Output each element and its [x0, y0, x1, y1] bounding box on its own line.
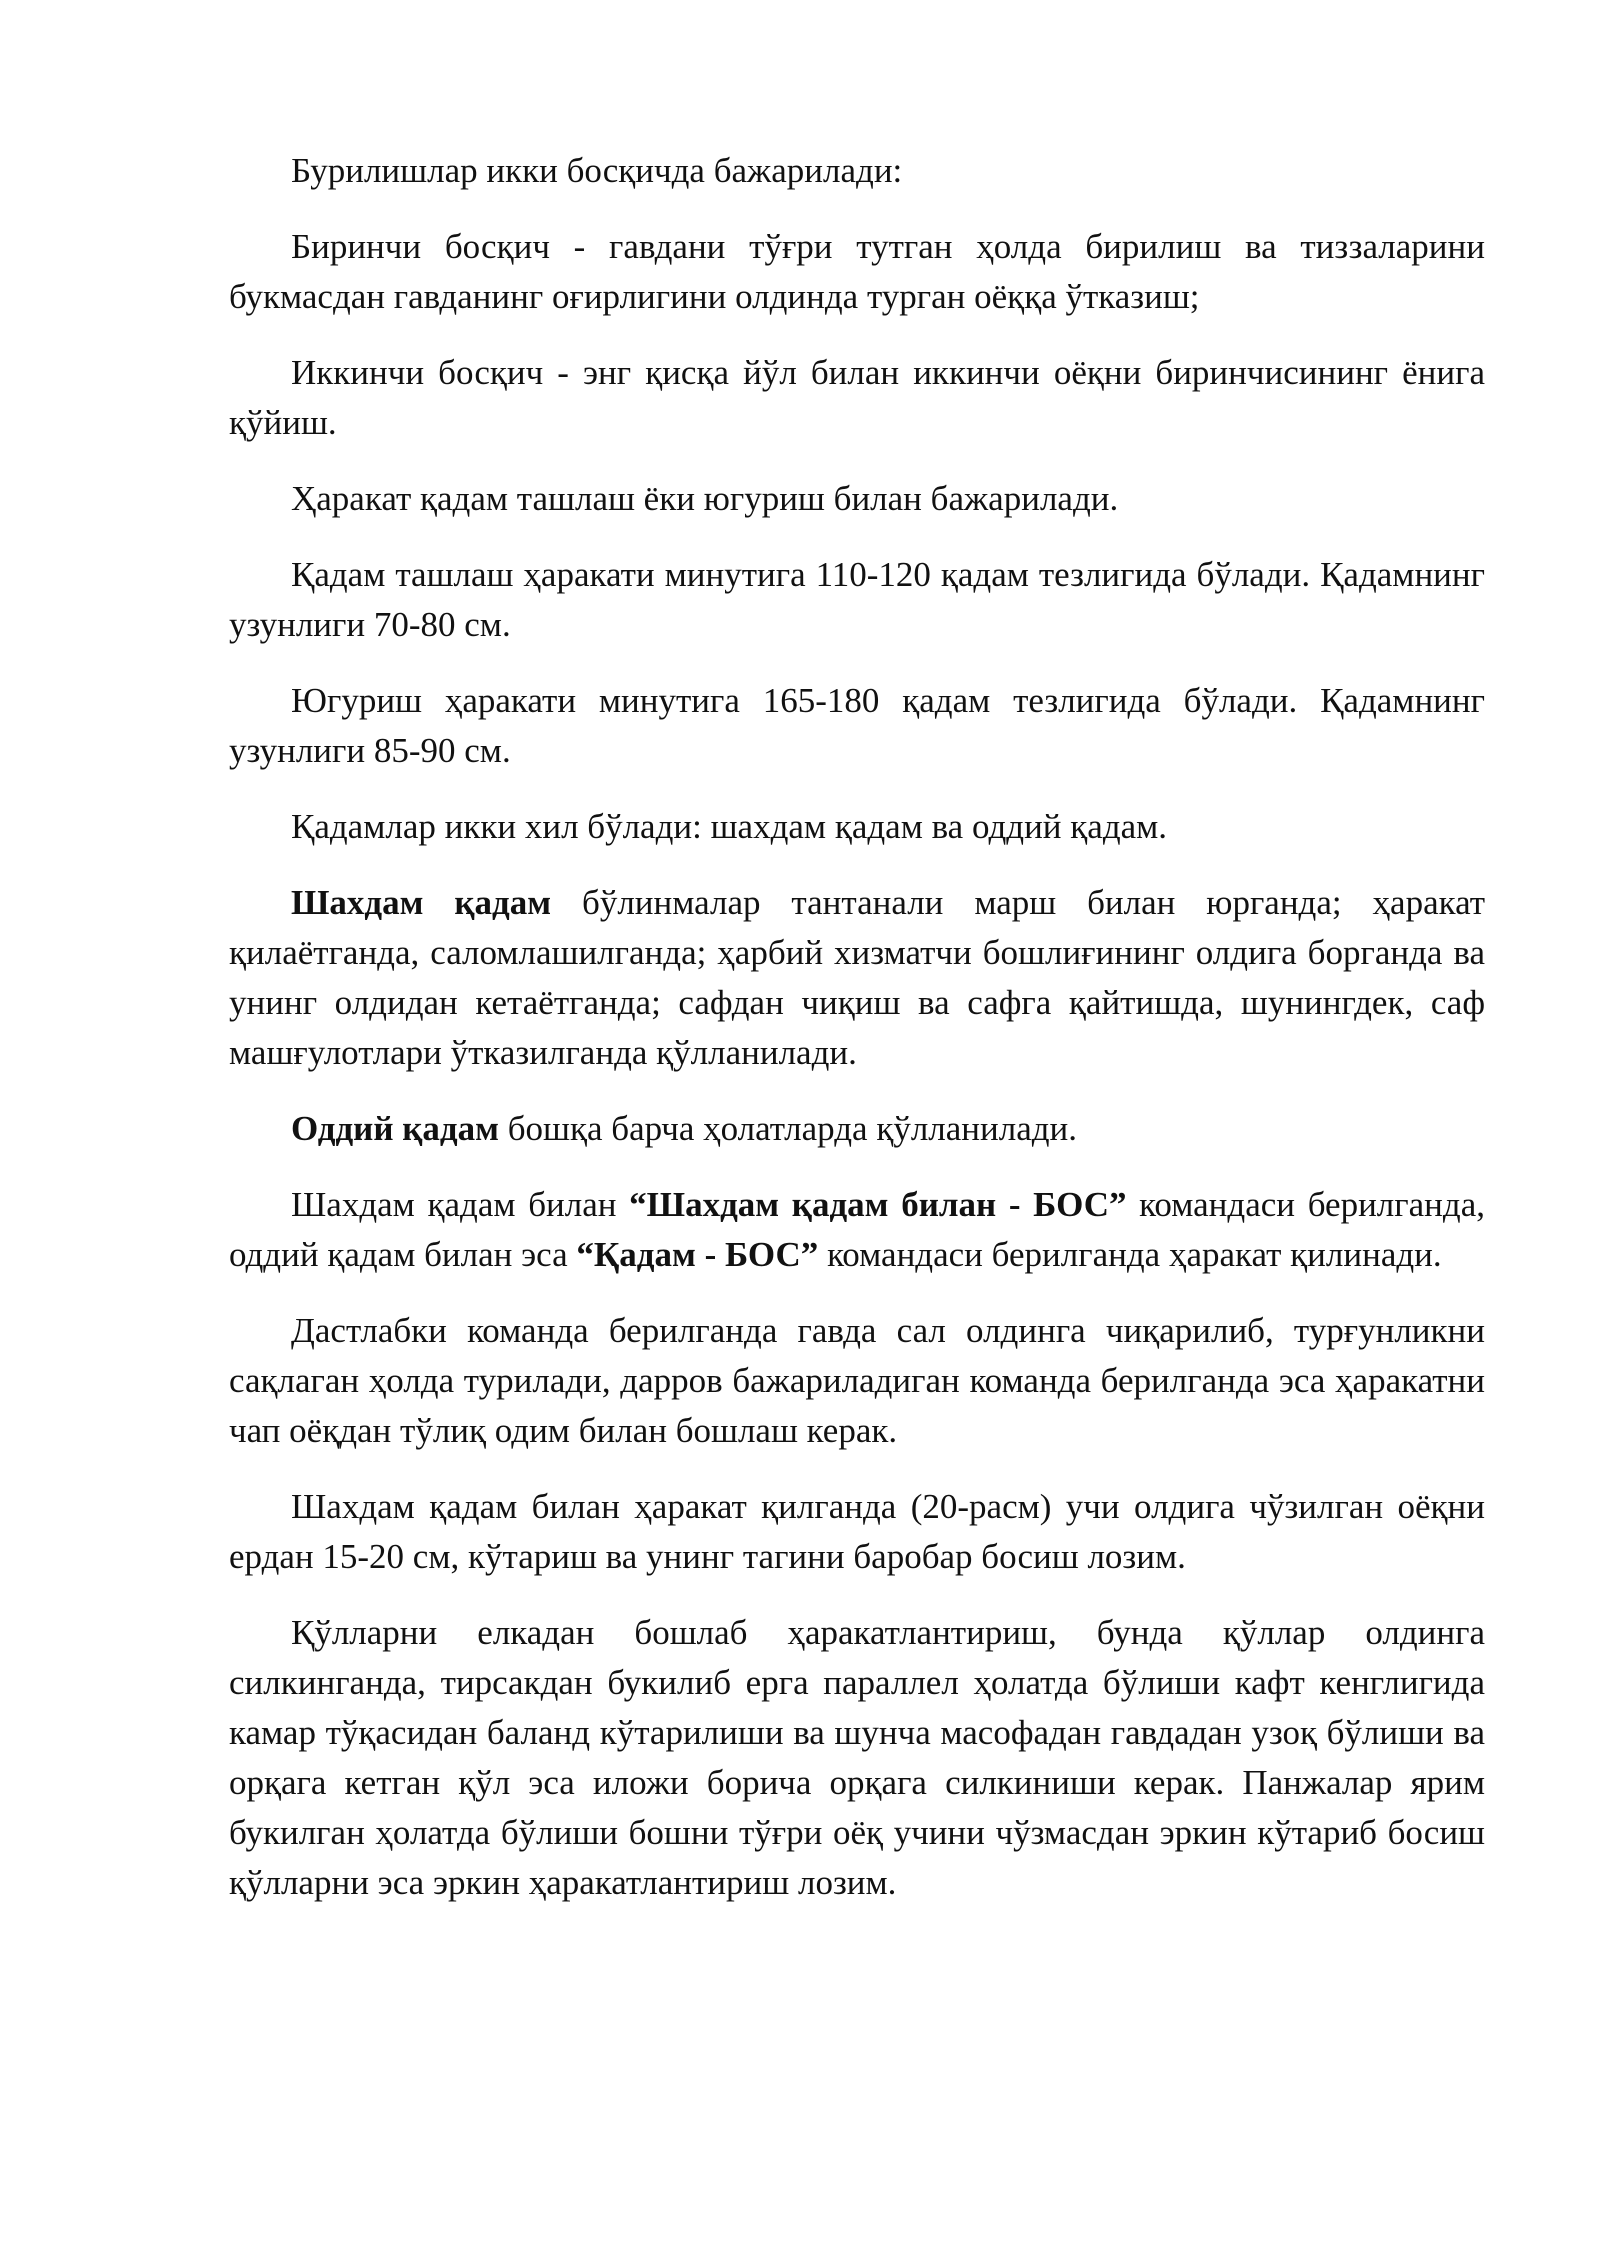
paragraph — [229, 550, 1485, 650]
text-run: Шахдам қадам билан ҳаракат қилганда (20-расм) учи олдига чўзилган оёқни ердан 15-20 см, кўтариш ва унинг тагини баробар босиш лозим. — [229, 1487, 1485, 1576]
text-run: Югуриш ҳаракати минутига 165-180 қадам тезлигида бўлади. Қадамнинг узунлиги 85-90 см. — [229, 681, 1485, 770]
paragraph — [229, 1180, 1485, 1280]
text-run: Шахдам қадам билан — [291, 1185, 630, 1224]
paragraph — [229, 1306, 1485, 1456]
text-run: Дастлабки команда берилганда гавда сал олдинга чиқарилиб, турғунликни сақлаган ҳолда турилади, дарров бажариладиган команда берилганда эса ҳаракатни чап оёқдан тўлиқ одим билан бошлаш керак. — [229, 1311, 1485, 1450]
bold-text: Шахдам қадам — [291, 883, 552, 922]
text-run: командаси берилганда, оддий қадам билан эса — [229, 1185, 1485, 1274]
document-body — [229, 146, 1485, 1934]
paragraph — [229, 1482, 1485, 1582]
text-run: Қадам ташлаш ҳаракати минутига 110-120 қадам тезлигида бўлади. Қадамнинг узунлиги 70-80 см. — [229, 555, 1485, 644]
text-run: Ҳаракат қадам ташлаш ёки югуриш билан бажарилади. — [291, 479, 1119, 518]
paragraph — [229, 474, 1485, 524]
text-run: командаси берилганда ҳаракат қилинади. — [818, 1235, 1442, 1274]
bold-text: Оддий қадам — [291, 1109, 499, 1148]
text-run: Бурилишлар икки босқичда бажарилади: — [291, 151, 903, 190]
paragraph — [229, 802, 1485, 852]
bold-text: “Қадам - БОС” — [576, 1235, 819, 1274]
paragraph — [229, 1608, 1485, 1908]
text-run: Биринчи босқич - гавдани тўғри тутган ҳолда бирилиш ва тиззаларини букмасдан гавданинг оғирлигини олдинда турган оёққа ўтказиш; — [229, 227, 1485, 316]
paragraph — [229, 878, 1485, 1078]
paragraph — [229, 222, 1485, 322]
bold-text: “Шахдам қадам билан - БОС” — [629, 1185, 1127, 1224]
paragraph — [229, 146, 1485, 196]
text-run: Қўлларни елкадан бошлаб ҳаракатлантириш, бунда қўллар олдинга силкинганда, тирсакдан букилиб ерга параллел ҳолатда бўлиши кафт кенглигида камар тўқасидан баланд кўтарилиши ва шунча масофадан гавдадан узоқ бўлиши ва орқага кетган қўл эса иложи борича орқага силкиниши керак. Панжалар ярим букилган ҳолатда бўлиши бошни тўғри оёқ учини чўзмасдан эркин кўтариб босиш қўлларни эса эркин ҳаракатлантириш лозим. — [229, 1613, 1485, 1902]
paragraph — [229, 676, 1485, 776]
text-run: бошқа барча ҳолатларда қўлланилади. — [498, 1109, 1078, 1148]
text-run: бўлинмалар тантанали марш билан юрганда; ҳаракат қилаётганда, саломлашилганда; ҳарбий хизматчи бошлиғининг олдига борганда ва унинг олдидан кетаётганда; сафдан чиқиш ва сафга қайтишда, шунингдек, саф машғулотлари ўтказилганда қўлланилади. — [229, 883, 1486, 1072]
paragraph — [229, 1104, 1485, 1154]
text-run: Қадамлар икки хил бўлади: шахдам қадам ва оддий қадам. — [291, 807, 1168, 846]
text-run: Иккинчи босқич - энг қисқа йўл билан иккинчи оёқни биринчисининг ёнига қўйиш. — [229, 353, 1485, 442]
paragraph — [229, 348, 1485, 448]
